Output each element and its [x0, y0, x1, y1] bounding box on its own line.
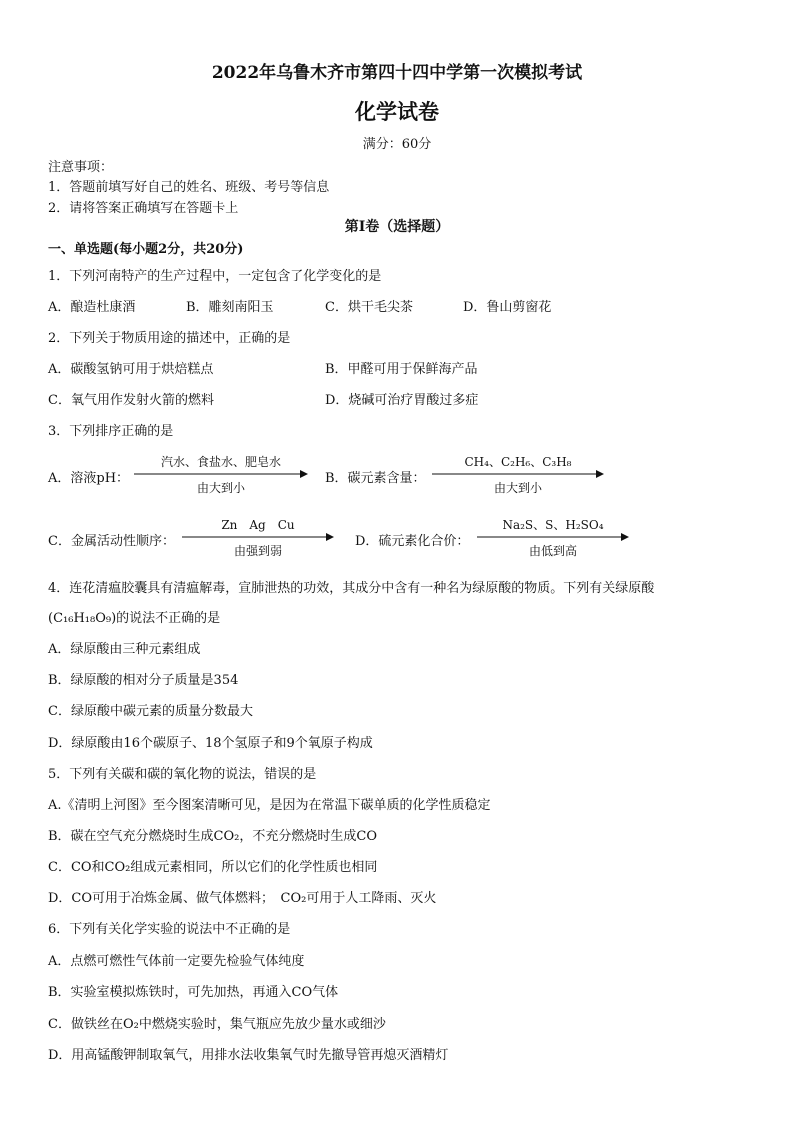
q2-option-d: D．烧碱可治疗胃酸过多症: [325, 393, 479, 408]
notice-item-1: 1．答题前填写好自己的姓名、班级、考号等信息: [48, 180, 330, 195]
section-title: 第I卷（选择题）: [344, 219, 450, 235]
q6-option-b: B．实验室模拟炼铁时，可先加热，再通入CO气体: [48, 985, 339, 1000]
q1-option-a: A．酿造杜康酒: [48, 300, 136, 315]
arrow-icon: [432, 470, 604, 478]
q5-option-a: A.《清明上河图》至今图案清晰可见，是因为在常温下碳单质的化学性质稳定: [48, 798, 491, 813]
arrow-icon: [182, 533, 334, 541]
q3-option-d-order: 由低到高: [528, 544, 577, 558]
q1-option-d: D．鲁山剪窗花: [463, 300, 552, 315]
q5-option-c: C．CO和CO₂组成元素相同，所以它们的化学性质也相同: [48, 860, 378, 875]
q2-option-a: A．碳酸氢钠可用于烘焙糕点: [48, 362, 214, 377]
q5-option-d: D．CO可用于冶炼金属、做气体燃料； CO₂可用于人工降雨、灭火: [48, 891, 437, 906]
arrow-icon: [134, 470, 308, 478]
notice-heading: 注意事项：: [48, 160, 114, 175]
q4-stem-line2: (C₁₆H₁₈O₉)的说法不正确的是: [48, 611, 221, 626]
q4-option-a: A．绿原酸由三种元素组成: [48, 642, 201, 657]
q3-option-a-label: A．溶液pH：: [48, 471, 130, 486]
q3-option-a-arrow: [134, 454, 308, 496]
q2-stem: 2．下列关于物质用途的描述中，正确的是: [48, 331, 291, 346]
q3-option-a-sequence: 汽水、食盐水、肥皂水: [160, 455, 281, 469]
q3-option-c-sequence: Zn Ag Cu: [221, 518, 295, 532]
q3-stem: 3．下列排序正确的是: [48, 424, 174, 439]
q1-stem: 1．下列河南特产的生产过程中，一定包含了化学变化的是: [48, 269, 382, 284]
q4-option-b: B．绿原酸的相对分子质量是354: [48, 673, 239, 688]
arrow-icon: [477, 533, 629, 541]
q2-option-b: B．甲醛可用于保鲜海产品: [325, 362, 478, 377]
q3-option-c-arrow: [182, 517, 334, 559]
q3-option-b-arrow: [432, 454, 604, 496]
q5-option-b: B．碳在空气充分燃烧时生成CO₂，不充分燃烧时生成CO: [48, 829, 377, 844]
q3-option-c-order: 由强到弱: [233, 544, 282, 558]
q3-option-c-label: C．金属活动性顺序：: [48, 534, 175, 549]
exam-title: 2022年乌鲁木齐市第四十四中学第一次模拟考试: [211, 63, 583, 83]
q3-option-a-order: 由大到小: [196, 481, 245, 495]
part-heading: 一、单选题(每小题2分，共20分): [48, 242, 244, 257]
q6-stem: 6．下列有关化学实验的说法中不正确的是: [48, 922, 291, 937]
full-score: 满分：60分: [362, 137, 432, 152]
q4-option-d: D．绿原酸由16个碳原子、18个氢原子和9个氧原子构成: [48, 736, 373, 751]
q3-option-b-order: 由大到小: [493, 481, 542, 495]
q3-option-d-arrow: [477, 517, 629, 559]
q3-option-d-label: D．硫元素化合价：: [355, 534, 470, 549]
q2-option-c: C．氧气用作发射火箭的燃料: [48, 393, 214, 408]
q4-stem-line1: 4．连花清瘟胶囊具有清瘟解毒，宣肺泄热的功效，其成分中含有一种名为绿原酸的物质。下列有关绿原酸: [48, 581, 655, 596]
q3-option-d-sequence: Na₂S、S、H₂SO₄: [502, 518, 604, 532]
q1-option-b: B．雕刻南阳玉: [186, 300, 274, 315]
q6-option-c: C．做铁丝在O₂中燃烧实验时，集气瓶应先放少量水或细沙: [48, 1017, 386, 1032]
exam-subtitle: 化学试卷: [355, 99, 439, 124]
q5-stem: 5．下列有关碳和碳的氧化物的说法，错误的是: [48, 767, 317, 782]
q4-option-c: C．绿原酸中碳元素的质量分数最大: [48, 704, 253, 719]
notice-item-2: 2．请将答案正确填写在答题卡上: [48, 201, 239, 216]
q1-option-c: C．烘干毛尖茶: [325, 300, 413, 315]
q6-option-a: A．点燃可燃性气体前一定要先检验气体纯度: [48, 954, 305, 969]
q3-option-b-sequence: CH₄、C₂H₆、C₃H₈: [464, 455, 572, 469]
q6-option-d: D．用高锰酸钾制取氧气，用排水法收集氧气时先撤导管再熄灭酒精灯: [48, 1048, 449, 1063]
q3-option-b-label: B．碳元素含量：: [325, 471, 426, 486]
